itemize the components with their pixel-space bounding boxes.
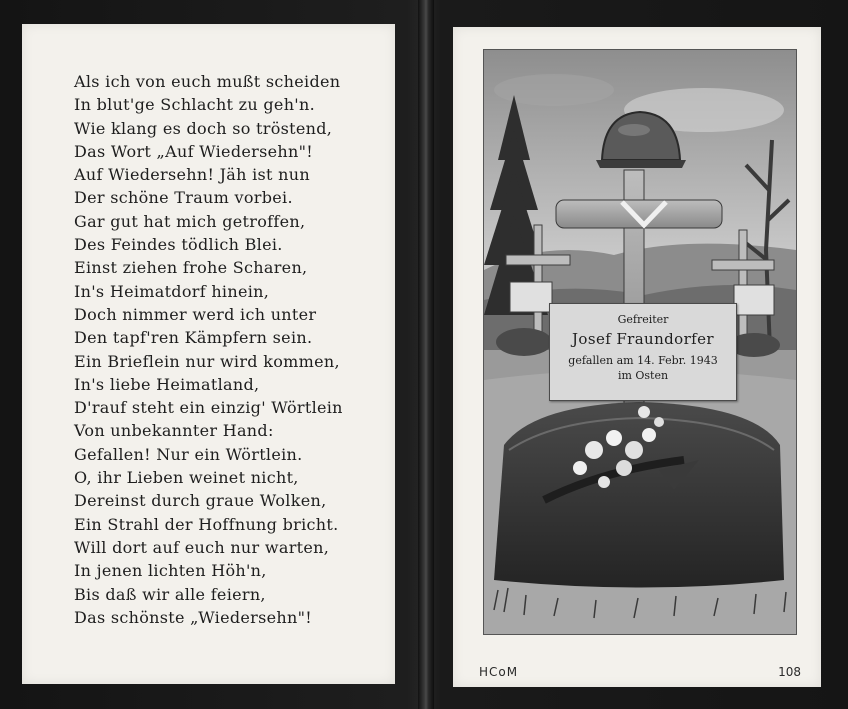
place-of-death: im Osten — [617, 369, 669, 382]
poem-line: Den tapf'ren Kämpfern sein. — [74, 328, 313, 348]
poem-line: O, ihr Lieben weinet nicht, — [74, 468, 299, 488]
poem-line: Das Wort „Auf Wiedersehn"! — [74, 141, 313, 161]
date-of-death: gefallen am 14. Febr. 1943 — [568, 354, 718, 367]
poem-line: Ein Brieflein nur wird kommen, — [74, 351, 340, 371]
poem-line: Gefallen! Nur ein Wörtlein. — [74, 444, 303, 464]
poem-line: D'rauf steht ein einzig' Wörtlein — [74, 398, 343, 418]
poem — [74, 70, 343, 629]
poem-line: Will dort auf euch nur warten, — [74, 537, 330, 557]
poem-line: Des Feindes tödlich Blei. — [74, 235, 283, 255]
poem-line: In's Heimatdorf hinein, — [74, 281, 270, 301]
poem-line: Auf Wiedersehn! Jäh ist nun — [74, 165, 310, 185]
poem-line: In blut'ge Schlacht zu geh'n. — [74, 95, 315, 115]
deceased-name: Josef Fraundorfer — [572, 330, 714, 348]
poem-page — [22, 24, 395, 684]
poem-line: Einst ziehen frohe Scharen, — [74, 258, 308, 278]
poem-line: In's liebe Heimatland, — [74, 374, 260, 394]
poem-line: Bis daß wir alle feiern, — [74, 584, 266, 604]
poem-line: Doch nimmer werd ich unter — [74, 304, 317, 324]
picture-page — [453, 27, 821, 687]
rank-text: Gefreiter — [617, 313, 669, 326]
poem-line: Wie klang es doch so tröstend, — [74, 118, 333, 138]
poem-line: Als ich von euch mußt scheiden — [74, 72, 341, 91]
poem-line: Gar gut hat mich getroffen, — [74, 211, 306, 231]
grave-illustration — [483, 49, 797, 635]
poem-line: In jenen lichten Höh'n, — [74, 561, 267, 581]
grave-mound — [494, 402, 784, 588]
poem-line: Der schöne Traum vorbei. — [74, 188, 293, 208]
name-plaque — [549, 303, 737, 401]
poem-line: Das schönste „Wiedersehn"! — [74, 607, 312, 627]
publisher-mark: HCoM — [479, 665, 519, 679]
poem-line: Von unbekannter Hand: — [74, 421, 274, 441]
poem-line: Dereinst durch graue Wolken, — [74, 491, 327, 511]
poem-line: Ein Strahl der Hoffnung bricht. — [74, 514, 339, 534]
card-number: 108 — [778, 665, 801, 679]
card-fold — [418, 0, 434, 709]
